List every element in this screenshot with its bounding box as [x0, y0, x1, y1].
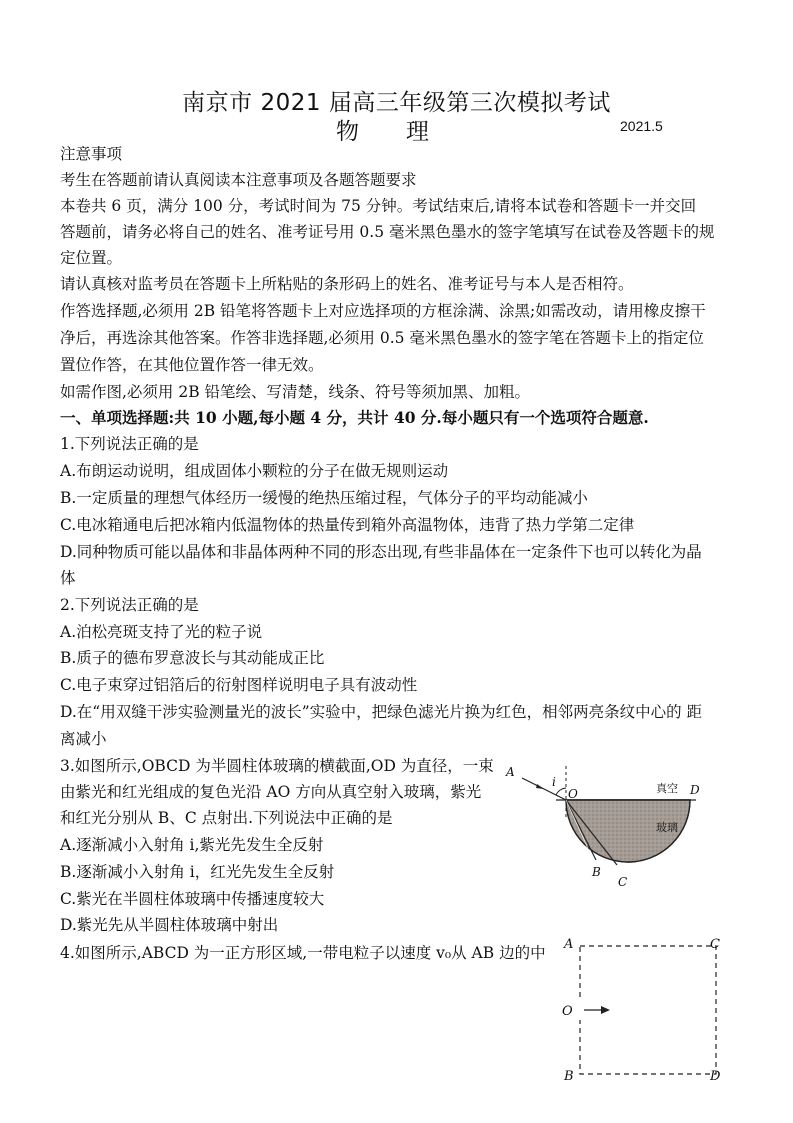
q2-option-b: B.质子的德布罗意波长与其动能成正比 — [60, 649, 325, 667]
label-b: B — [564, 1069, 574, 1084]
q1-option-c: C.电冰箱通电后把冰箱内低温物体的热量传到箱外高温物体，违背了热力学第二定律 — [60, 516, 635, 534]
q3-option-b: B.逐渐减小入射角 i，红光先发生全反射 — [60, 863, 335, 881]
subject-char-1: 物 — [336, 119, 360, 145]
label-c: C — [618, 875, 628, 889]
q2-option-d-cont: 离减小 — [60, 730, 107, 748]
q3-option-c: C.紫光在半圆柱体玻璃中传播速度较大 — [60, 890, 325, 908]
label-i: i — [552, 775, 556, 789]
q2-option-a: A.泊松亮斑支持了光的粒子说 — [60, 623, 263, 641]
q3-stem-cont: 由紫光和红光组成的复色光沿 AO 方向从真空射入玻璃，紫光 — [60, 783, 482, 801]
q1-option-a: A.布朗运动说明，组成固体小颗粒的分子在做无规则运动 — [60, 462, 449, 480]
subject-title — [336, 113, 430, 146]
label-o: O — [568, 787, 578, 801]
exam-date: 2021.5 — [620, 118, 663, 134]
notice-line: 置位作答，在其他位置作答一律无效。 — [60, 356, 324, 374]
notice-heading: 注意事项 — [60, 145, 123, 163]
section-heading: 一、单项选择题:共 10 小题,每小题 4 分，共计 40 分.每小题只有一个选项符合题意. — [60, 408, 649, 427]
label-d: D — [690, 783, 700, 797]
notice-line: 请认真核对监考员在答题卡上所粘贴的条形码上的姓名、准考证号与本人是否相符。 — [60, 275, 634, 293]
notice-line: 定位置。 — [60, 249, 123, 267]
q4-stem: 4.如图所示,ABCD 为一正方形区域,一带电粒子以速度 v₀从 AB 边的中 — [60, 944, 546, 962]
notice-line: 如需作图,必须用 2B 铅笔绘、写清楚，线条、符号等须加黑、加粗。 — [60, 383, 531, 401]
q3-figure — [500, 758, 730, 898]
q3-stem: 3.如图所示,OBCD 为半圆柱体玻璃的横截面,OD 为直径，一束 — [60, 757, 494, 775]
notice-line: 作答选择题,必须用 2B 铅笔将答题卡上对应选择项的方框涂满、涂黑;如需改动，请用橡皮擦干 — [60, 302, 706, 320]
q2-option-d: D.在“用双缝干涉实验测量光的波长”实验中，把绿色滤光片换为红色，相邻两亮条纹中心的 距 — [60, 703, 703, 721]
q1-option-d: D.同种物质可能以晶体和非晶体两种不同的形态出现,有些非晶体在一定条件下也可以转化为晶 — [60, 543, 702, 561]
label-b: B — [592, 865, 601, 879]
q3-option-d: D.紫光先从半圆柱体玻璃中射出 — [60, 916, 279, 934]
q3-option-a: A.逐渐减小入射角 i,紫光先发生全反射 — [60, 836, 324, 854]
q1-stem: 1.下列说法正确的是 — [60, 435, 199, 453]
notice-line: 考生在答题前请认真阅读本注意事项及各题答题要求 — [60, 171, 417, 189]
q2-option-c: C.电子束穿过铝箔后的衍射图样说明电子具有波动性 — [60, 676, 418, 694]
q2-stem: 2.下列说法正确的是 — [60, 596, 199, 614]
label-o: O — [562, 1004, 573, 1019]
notice-line: 答题前，请务必将自己的姓名、准考证号用 0.5 毫米黑色墨水的签字笔填写在试卷及答题卡的规 — [60, 223, 715, 241]
q1-option-b: B.一定质量的理想气体经历一缓慢的绝热压缩过程，气体分子的平均动能减小 — [60, 489, 588, 507]
subject-char-2: 理 — [406, 119, 430, 145]
exam-title: 南京市 2021 届高三年级第三次模拟考试 — [182, 90, 611, 116]
notice-line: 净后，再选涂其他答案。作答非选择题,必须用 0.5 毫米黑色墨水的签字笔在答题卡上的指定位 — [60, 329, 704, 347]
q1-option-d-cont: 体 — [60, 569, 76, 587]
label-c: C — [710, 937, 720, 952]
label-glass: 玻璃 — [656, 821, 678, 834]
q3-stem-cont: 和红光分别从 B、C 点射出.下列说法中正确的是 — [60, 809, 393, 827]
label-vacuum: 真空 — [656, 782, 678, 795]
label-d: D — [710, 1069, 721, 1084]
q4-figure — [556, 932, 736, 1092]
label-a: A — [506, 765, 515, 779]
label-a: A — [564, 937, 574, 952]
notice-line: 本卷共 6 页，满分 100 分，考试时间为 75 分钟。考试结束后,请将本试卷和答题卡一并交回 — [60, 197, 697, 215]
